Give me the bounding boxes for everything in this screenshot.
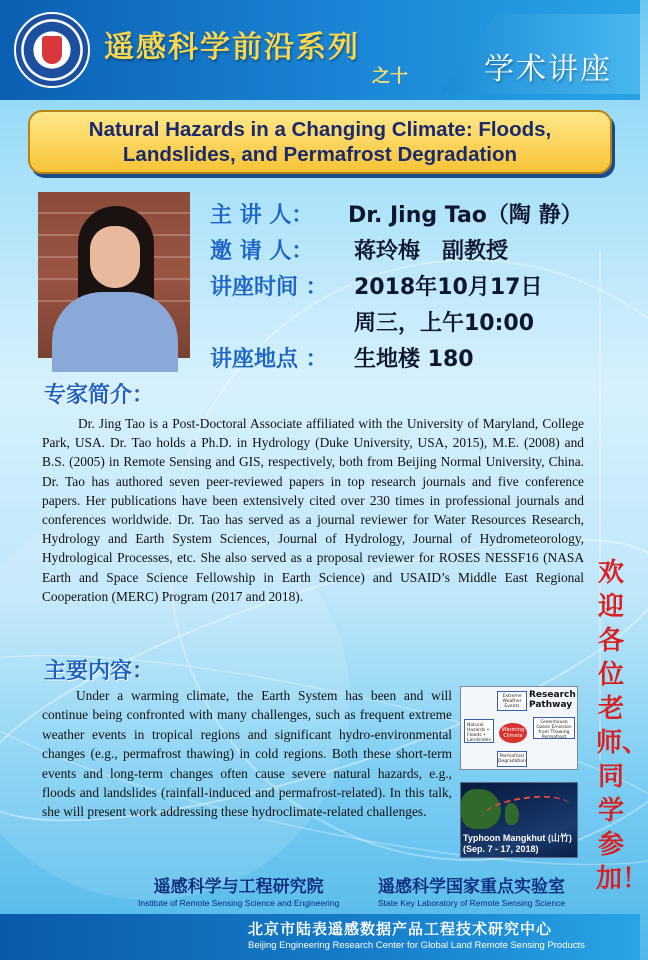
diagram-title-line1: Research [529,690,576,700]
time-label: 讲座时间 ： [210,275,328,300]
host-value: 蒋玲梅 副教授 [354,239,509,264]
place-value: 生地楼 180 [354,347,474,372]
talk-title-banner [28,110,612,174]
welcome-text: 欢迎各位老师、同学参加！ [596,558,648,894]
diagram-title [529,690,576,710]
speaker-label: 主 讲 人： [210,203,314,228]
series-title: 遥感科学前沿系列 [104,30,360,65]
institute-left [138,872,339,908]
diagram-box-hazards: Natural Hazards • Floods • Landslides [464,719,494,743]
university-logo [14,12,90,88]
diagram-center-node: Warming Climate [499,723,527,743]
institute-right-cn: 遥感科学国家重点实验室 [378,877,566,897]
diagram-box-ghg: Greenhouse Gases Emission from Thawing Permafrost [533,717,575,739]
time-value-date: 2018年10月17日 [354,275,543,300]
typhoon-caption [463,833,572,855]
typhoon-caption-line2: (Sep. 7 - 17, 2018) [463,844,539,854]
header-bar [0,0,640,100]
lecture-tag: 学术讲座 [484,52,612,87]
diagram-title-line2: Pathway [529,700,573,710]
institute-left-en: Institute of Remote Sensing Science and Engineering [138,898,340,908]
research-pathway-diagram [460,686,578,770]
content-text: Under a warming climate, the Earth System has been and will continue being confronted with many challenges, such as frequent extreme weather events in tropical regions and significant hydro-environmental changes (e.g., permafrost thawing) in cold regions. Both these short-term events and long-term changes often cause severe natural hazards, e.g., floods and landslides (rainfall-induced and permafrost-related). In this talk, she will present work addressing these hydroclimate-related challenges. [42,688,452,820]
institute-right-en: State Key Laboratory of Remote Sensing Science [378,898,566,908]
talk-title-line2: Landslides, and Permafrost Degradation [122,143,518,166]
diagram-box-extreme: Extreme Weather Events [497,691,527,711]
bio-heading: 专家简介： [44,383,155,408]
talk-title [89,117,551,167]
series-number: 之十 [372,66,408,87]
institute-right [378,872,565,908]
bio-text: Dr. Jing Tao is a Post-Doctoral Associate affiliated with the University of Maryland, College Park, USA. Dr. Tao holds a Ph.D. in Hydrology (Duke University, USA, 2015), M.E. (2008) and B.S. (2005) in Remote Sensing and GIS, respectively, both from Beijing Normal University, China. Dr. Tao has authored seven peer-reviewed papers in top research journals and five conference papers. Her publications have been extensively cited over 230 times in professional journals and conferences worldwide. Dr. Tao has served as a journal reviewer for Water Resources Research, Hydrology and Earth System Sciences, Journal of Hydrology, Journal of Hydrometeorology, Hydrological Processes, etc. She also served as a proposal reviewer for ROSES NESSF16 (NASA Earth and Space Science Fellowship in Earth Science) and USAID’s Middle East Regional Cooperation (MERC) Program (2017 and 2018). [42,416,584,604]
speaker-value: Dr. Jing Tao（陶 静） [348,203,583,228]
typhoon-map [460,782,578,858]
institute-left-cn: 遥感科学与工程研究院 [153,877,324,897]
time-value-weekday: 周三，上午10:00 [354,311,535,336]
diagram-box-permafrost: Permafrost Degradation [497,751,527,767]
footer-center-en: Beijing Engineering Research Center for Global Land Remote Sensing Products [248,940,585,951]
content-heading: 主要内容： [44,659,155,684]
typhoon-caption-line1: Typhoon Mangkhut (山竹) [463,833,572,843]
footer-center-cn: 北京市陆表遥感数据产品工程技术研究中心 [248,920,553,938]
talk-title-line1: Natural Hazards in a Changing Climate: Floods, [88,118,552,141]
logo-emblem-icon [42,36,62,64]
place-label: 讲座地点 ： [210,347,328,372]
host-label: 邀 请 人： [210,239,314,264]
speaker-photo [38,192,190,358]
footer-bar [0,914,640,960]
